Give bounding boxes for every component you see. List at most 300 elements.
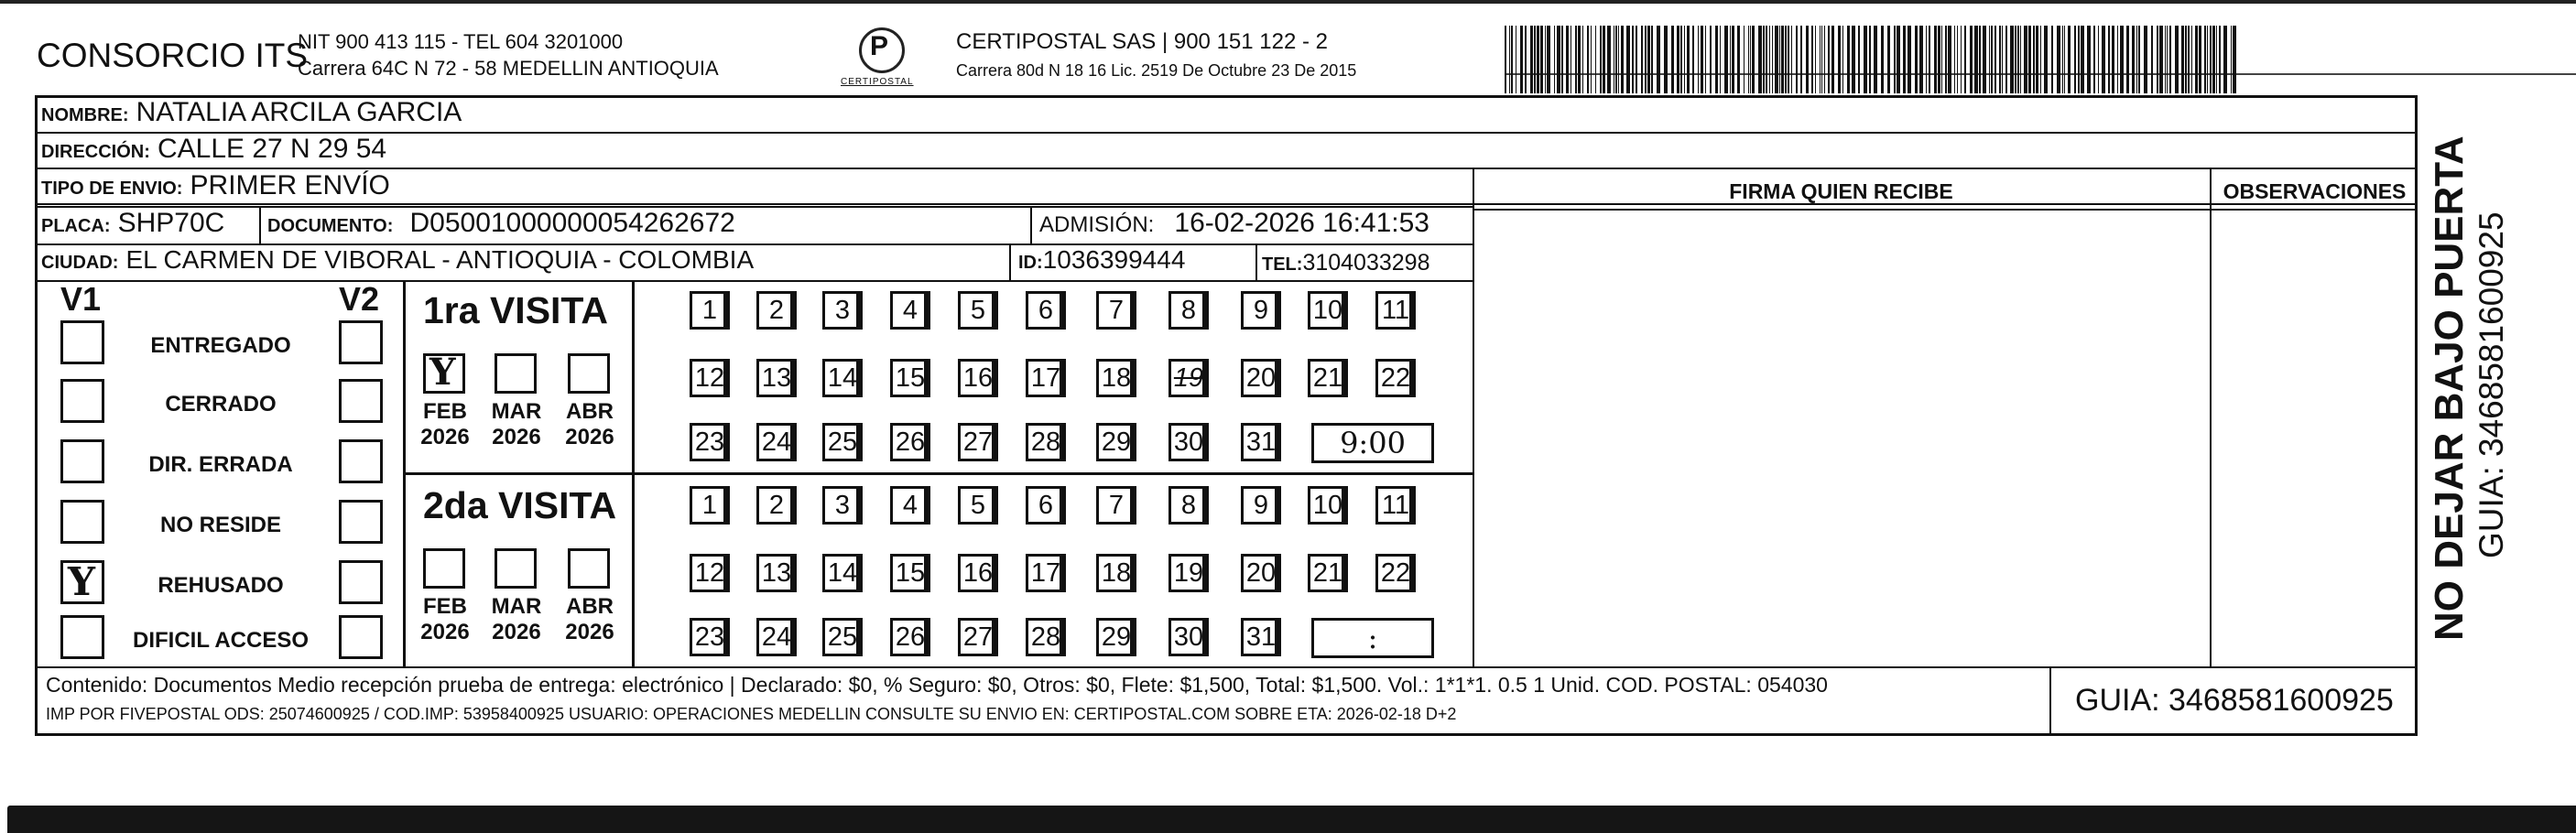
shipment-type-row <box>41 170 390 201</box>
day-14-box[interactable] <box>822 359 863 397</box>
day-30-box[interactable] <box>1168 423 1209 461</box>
day-number: 29 <box>1101 427 1132 457</box>
day-21-box[interactable] <box>1308 359 1348 397</box>
plate-value: SHP70C <box>117 208 225 238</box>
barcode-bar <box>1750 26 1751 93</box>
barcode-bar <box>1775 26 1778 93</box>
day-20-box[interactable] <box>1241 554 1281 592</box>
day-number: 31 <box>1245 622 1277 652</box>
tel-value: 3104033298 <box>1302 250 1430 276</box>
v2-checkbox[interactable] <box>339 560 383 604</box>
day-number: 13 <box>761 362 792 393</box>
day-10-box[interactable] <box>1308 486 1348 525</box>
barcode-bar <box>1941 26 1942 93</box>
barcode-bar <box>2064 26 2065 93</box>
day-number: 22 <box>1380 362 1411 393</box>
day-5-box[interactable] <box>958 291 998 330</box>
barcode-bar <box>1781 26 1784 93</box>
col-rule <box>632 280 635 666</box>
barcode-bar <box>1737 26 1740 93</box>
barcode-bar <box>1934 26 1937 93</box>
barcode-bar <box>2195 26 2198 93</box>
admision-label: ADMISIÓN: <box>1039 212 1155 237</box>
day-17-box[interactable] <box>1026 554 1066 592</box>
day-25-box[interactable] <box>822 423 863 461</box>
observations-header: OBSERVACIONES <box>2223 179 2407 203</box>
day-number: 10 <box>1312 490 1343 520</box>
barcode-bar <box>1701 26 1703 93</box>
month-year: 2026 <box>492 620 541 644</box>
month-label <box>560 594 619 645</box>
barcode-bar <box>1847 26 1850 93</box>
day-number: 19 <box>1173 362 1204 393</box>
address-row <box>41 134 386 165</box>
day-number: 23 <box>694 622 725 652</box>
v1-checkbox[interactable] <box>60 379 104 423</box>
day-21-box[interactable] <box>1308 554 1348 592</box>
barcode-bar <box>1994 26 1996 93</box>
barcode-bar <box>1505 26 1506 93</box>
barcode-bar <box>1999 26 2001 93</box>
barcode-bar <box>1824 26 1825 93</box>
month-checkbox[interactable] <box>495 353 537 394</box>
visit-title: 2da VISITA <box>423 484 617 526</box>
day-29-box[interactable] <box>1096 618 1136 656</box>
day-9-box[interactable] <box>1241 291 1281 330</box>
month-checkbox[interactable] <box>568 548 610 589</box>
barcode-bar <box>2151 26 2153 93</box>
barcode-bar <box>1664 26 1668 93</box>
barcode-bar <box>2098 26 2099 93</box>
day-11-box[interactable] <box>1375 486 1416 525</box>
month-label <box>416 594 474 645</box>
side-tracking: GUIA: 3468581600925 <box>2473 211 2510 558</box>
day-31-box[interactable] <box>1241 618 1281 656</box>
documento-label: DOCUMENTO: <box>267 216 394 236</box>
barcode-bar <box>1575 26 1577 93</box>
barcode-bar <box>2068 26 2071 93</box>
day-7-box[interactable] <box>1096 486 1136 525</box>
barcode-bar <box>1864 26 1867 93</box>
day-number: 27 <box>962 427 994 457</box>
barcode-bar <box>1954 26 1955 93</box>
top-edge-line <box>0 0 2576 4</box>
city-value: EL CARMEN DE VIBORAL - ANTIOQUIA - COLOMBIA <box>125 245 755 274</box>
tipo-label: TIPO DE ENVIO: <box>41 178 183 199</box>
day-number: 19 <box>1173 557 1204 588</box>
day-number: 2 <box>768 295 785 325</box>
day-22-box[interactable] <box>1375 359 1416 397</box>
v2-checkbox[interactable] <box>339 615 383 659</box>
day-number: 5 <box>970 295 986 325</box>
barcode-bar <box>1724 26 1728 93</box>
barcode-bar <box>1582 26 1583 93</box>
barcode-bar <box>2078 26 2080 93</box>
barcode-bar <box>2165 26 2166 93</box>
barcode-bar <box>1621 26 1624 93</box>
month-name: MAR <box>491 594 542 619</box>
day-3-box[interactable] <box>822 486 863 525</box>
v2-checkbox[interactable] <box>339 320 383 364</box>
tel-label: TEL: <box>1262 254 1303 275</box>
barcode-bar <box>2062 26 2063 93</box>
barcode-bar <box>1651 26 1653 93</box>
col-rule <box>1255 243 1257 280</box>
barcode-bar <box>1945 26 1947 93</box>
barcode-bar <box>1811 26 1813 93</box>
recipient-name: NATALIA ARCILA GARCIA <box>136 97 462 127</box>
v1-checkbox[interactable] <box>60 320 104 364</box>
barcode-bar <box>2136 26 2137 93</box>
day-31-box[interactable] <box>1241 423 1281 461</box>
barcode-bar <box>1991 26 1993 93</box>
barcode-bar <box>1554 26 1555 93</box>
barcode-bar <box>1626 26 1630 93</box>
barcode-bar <box>1547 26 1550 93</box>
barcode-bar <box>1815 26 1816 93</box>
barcode-bar <box>2108 26 2110 93</box>
day-29-box[interactable] <box>1096 423 1136 461</box>
barcode-bar <box>1887 26 1890 93</box>
admission-cell <box>1039 208 1429 239</box>
placa-label: PLACA: <box>41 216 111 236</box>
barcode-bar <box>1677 26 1679 93</box>
col-rule <box>1009 243 1011 280</box>
day-3-box[interactable] <box>822 291 863 330</box>
day-8-box[interactable] <box>1168 486 1209 525</box>
day-28-box[interactable] <box>1026 423 1066 461</box>
barcode-bar <box>1511 26 1513 93</box>
plate-cell <box>41 208 224 239</box>
barcode-bar <box>1974 26 1978 93</box>
barcode-bar <box>2102 26 2105 93</box>
day-12-box[interactable] <box>690 554 730 592</box>
day-number: 9 <box>1253 490 1269 520</box>
barcode <box>1505 26 2246 93</box>
courier-address: Carrera 80d N 18 16 Lic. 2519 De Octubre 23 De 2015 <box>956 61 1357 80</box>
day-23-box[interactable] <box>690 423 730 461</box>
day-14-box[interactable] <box>822 554 863 592</box>
month-name: FEB <box>423 594 467 619</box>
month-name: FEB <box>423 399 467 424</box>
day-23-box[interactable] <box>690 618 730 656</box>
day-9-box[interactable] <box>1241 486 1281 525</box>
month-checkbox[interactable] <box>495 548 537 589</box>
day-number: 14 <box>827 557 858 588</box>
barcode-bar <box>2169 26 2171 93</box>
barcode-bar <box>1525 26 1527 93</box>
barcode-bar <box>2188 26 2190 93</box>
bottom-edge-bar <box>7 806 2576 833</box>
day-19-box[interactable] <box>1168 359 1209 397</box>
barcode-bar <box>2210 26 2212 93</box>
barcode-bar <box>1897 26 1900 93</box>
day-15-box[interactable] <box>890 359 930 397</box>
barcode-bar <box>1684 26 1685 93</box>
barcode-bar <box>2036 26 2038 93</box>
barcode-bar <box>1919 26 1923 93</box>
barcode-bar <box>1831 26 1834 93</box>
day-5-box[interactable] <box>958 486 998 525</box>
barcode-bar <box>1632 26 1634 93</box>
day-number: 20 <box>1245 557 1277 588</box>
barcode-bar <box>2144 26 2147 93</box>
barcode-bar <box>2112 26 2114 93</box>
day-12-box[interactable] <box>690 359 730 397</box>
barcode-bar <box>2005 26 2007 93</box>
barcode-bar <box>1537 26 1539 93</box>
barcode-bar <box>1730 26 1731 93</box>
barcode-bar <box>2159 26 2163 93</box>
day-16-box[interactable] <box>958 359 998 397</box>
day-number: 26 <box>895 622 926 652</box>
barcode-bar <box>2185 26 2187 93</box>
barcode-bar <box>2216 26 2217 93</box>
shipment-type: PRIMER ENVÍO <box>190 170 390 200</box>
v1-check-mark: Y <box>68 559 95 604</box>
ciudad-label: CIUDAD: <box>41 253 119 273</box>
month-name: ABR <box>566 399 614 424</box>
month-checkbox[interactable] <box>423 353 465 394</box>
barcode-bar <box>1647 26 1650 93</box>
day-number: 8 <box>1180 490 1197 520</box>
barcode-bar <box>1869 26 1871 93</box>
barcode-bar <box>1785 26 1787 93</box>
barcode-bar <box>1732 26 1734 93</box>
day-19-box[interactable] <box>1168 554 1209 592</box>
barcode-bar <box>1671 26 1674 93</box>
day-8-box[interactable] <box>1168 291 1209 330</box>
v2-checkbox[interactable] <box>339 500 383 544</box>
col-rule <box>2210 168 2212 666</box>
barcode-bar <box>1796 26 1798 93</box>
day-10-box[interactable] <box>1308 291 1348 330</box>
month-name: MAR <box>491 399 542 424</box>
barcode-bar <box>2117 26 2118 93</box>
barcode-bar <box>1720 26 1721 93</box>
barcode-bar <box>1989 26 1990 93</box>
day-22-box[interactable] <box>1375 554 1416 592</box>
visit-time-box[interactable]: : <box>1311 618 1434 658</box>
city-cell <box>41 245 754 276</box>
company-address: Carrera 64C N 72 - 58 MEDELLIN ANTIOQUIA <box>298 57 719 80</box>
barcode-bar <box>1758 26 1762 93</box>
v1-checkbox[interactable] <box>60 439 104 483</box>
day-4-box[interactable] <box>890 291 930 330</box>
barcode-bar <box>1748 26 1749 93</box>
barcode-bar <box>1752 26 1755 93</box>
day-11-box[interactable] <box>1375 291 1416 330</box>
barcode-bar <box>1641 26 1643 93</box>
barcode-bar <box>1903 26 1906 93</box>
day-number: 4 <box>902 490 918 520</box>
barcode-bar <box>2233 26 2236 93</box>
barcode-bar <box>2207 26 2208 93</box>
day-20-box[interactable] <box>1241 359 1281 397</box>
barcode-bar <box>1578 26 1581 93</box>
row-rule <box>35 280 1473 282</box>
barcode-bar <box>2231 26 2232 93</box>
month-year: 2026 <box>565 620 614 644</box>
day-number: 26 <box>895 427 926 457</box>
v2-checkbox[interactable] <box>339 439 383 483</box>
day-number: 28 <box>1030 427 1061 457</box>
day-number: 21 <box>1312 362 1343 393</box>
day-30-box[interactable] <box>1168 618 1209 656</box>
barcode-bar <box>1540 26 1543 93</box>
col-rule <box>1473 168 1474 666</box>
tracking-number: GUIA: 3468581600925 <box>2075 683 2394 718</box>
visit-divider <box>403 472 1473 475</box>
col-rule <box>259 206 261 243</box>
barcode-bar <box>2024 26 2027 93</box>
barcode-bar <box>1595 26 1596 93</box>
month-checkbox[interactable] <box>568 353 610 394</box>
v1-checkbox[interactable] <box>60 615 104 659</box>
barcode-bar <box>2204 26 2206 93</box>
direccion-label: DIRECCIÓN: <box>41 142 150 162</box>
month-label <box>560 399 619 450</box>
v1-header: V1 <box>60 280 102 318</box>
barcode-bar <box>1520 26 1523 93</box>
day-28-box[interactable] <box>1026 618 1066 656</box>
barcode-bar <box>1534 26 1536 93</box>
day-number: 22 <box>1380 557 1411 588</box>
barcode-bar <box>1710 26 1712 93</box>
barcode-bar <box>1772 26 1773 93</box>
barcode-bar <box>2219 26 2221 93</box>
day-number: 23 <box>694 427 725 457</box>
barcode-bar <box>1600 26 1602 93</box>
day-1-box[interactable] <box>690 291 730 330</box>
day-2-box[interactable] <box>756 486 797 525</box>
barcode-bar <box>1961 26 1962 93</box>
day-4-box[interactable] <box>890 486 930 525</box>
barcode-bar <box>1769 26 1770 93</box>
month-checkbox[interactable] <box>423 548 465 589</box>
barcode-bar <box>2051 26 2053 93</box>
day-24-box[interactable] <box>756 423 797 461</box>
day-number: 18 <box>1101 362 1132 393</box>
day-number: 1 <box>701 295 718 325</box>
side-warning: NO DEJAR BAJO PUERTA <box>2427 135 2472 641</box>
day-7-box[interactable] <box>1096 291 1136 330</box>
barcode-bar <box>1766 26 1767 93</box>
day-number: 16 <box>962 362 994 393</box>
logo-letter: P <box>870 31 889 61</box>
day-24-box[interactable] <box>756 618 797 656</box>
barcode-bar <box>1948 26 1951 93</box>
day-2-box[interactable] <box>756 291 797 330</box>
barcode-bar <box>1821 26 1822 93</box>
barcode-bar <box>1545 26 1546 93</box>
barcode-bar <box>1607 26 1611 93</box>
barcode-bar <box>1820 26 1821 93</box>
barcode-bar <box>2020 26 2021 93</box>
id-cell <box>1018 245 1185 276</box>
day-number: 5 <box>970 490 986 520</box>
barcode-bar <box>1852 26 1855 93</box>
barcode-bar <box>2040 26 2041 93</box>
day-number: 4 <box>902 295 918 325</box>
day-26-box[interactable] <box>890 618 930 656</box>
day-15-box[interactable] <box>890 554 930 592</box>
day-number: 27 <box>962 622 994 652</box>
row-rule <box>1473 209 2418 211</box>
v1-checkbox[interactable] <box>60 500 104 544</box>
print-info: IMP POR FIVEPOSTAL ODS: 25074600925 / COD.IMP: 53958400925 USUARIO: OPERACIONES MEDELLIN CONSULTE SU ENVIO EN: CERTIPOSTAL.COM SOBRE ETA: 2026-02-18 D+2 <box>46 705 1457 723</box>
day-18-box[interactable] <box>1096 554 1136 592</box>
barcode-bar <box>2223 26 2227 93</box>
barcode-bar <box>2191 26 2192 93</box>
day-number: 15 <box>895 557 926 588</box>
month-label <box>487 399 546 450</box>
visit-time-box[interactable]: 9:00 <box>1311 423 1434 463</box>
day-number: 10 <box>1312 295 1343 325</box>
barcode-bar <box>1908 26 1911 93</box>
month-label <box>487 594 546 645</box>
day-number: 8 <box>1180 295 1197 325</box>
day-number: 30 <box>1173 427 1204 457</box>
barcode-bar <box>1687 26 1690 93</box>
day-27-box[interactable] <box>958 618 998 656</box>
v2-checkbox[interactable] <box>339 379 383 423</box>
barcode-bar <box>1509 26 1510 93</box>
month-year: 2026 <box>420 425 470 449</box>
day-number: 30 <box>1173 622 1204 652</box>
day-27-box[interactable] <box>958 423 998 461</box>
barcode-bar <box>2126 26 2129 93</box>
day-26-box[interactable] <box>890 423 930 461</box>
day-number: 3 <box>834 295 851 325</box>
day-number: 25 <box>827 427 858 457</box>
barcode-bar <box>2010 26 2014 93</box>
day-16-box[interactable] <box>958 554 998 592</box>
day-13-box[interactable] <box>756 554 797 592</box>
day-number: 24 <box>761 622 792 652</box>
month-year: 2026 <box>420 620 470 644</box>
visit-title: 1ra VISITA <box>423 289 609 331</box>
status-label-4: NO RESIDE <box>159 513 282 537</box>
day-25-box[interactable] <box>822 618 863 656</box>
signature-header: FIRMA QUIEN RECIBE <box>1729 179 1953 203</box>
barcode-bar <box>2002 26 2003 93</box>
day-6-box[interactable] <box>1026 291 1066 330</box>
day-number: 14 <box>827 362 858 393</box>
day-number: 29 <box>1101 622 1132 652</box>
barcode-bar <box>1874 26 1877 93</box>
status-label-6: DIFICIL ACCESO <box>132 628 309 653</box>
day-number: 11 <box>1381 490 1410 520</box>
barcode-bar <box>2093 26 2095 93</box>
barcode-bar <box>1680 26 1682 93</box>
day-18-box[interactable] <box>1096 359 1136 397</box>
barcode-bar <box>1983 26 1986 93</box>
barcode-bar <box>2057 26 2060 93</box>
day-6-box[interactable] <box>1026 486 1066 525</box>
barcode-bar <box>2157 26 2158 93</box>
day-number: 12 <box>694 362 725 393</box>
day-13-box[interactable] <box>756 359 797 397</box>
barcode-bar <box>1881 26 1884 93</box>
day-17-box[interactable] <box>1026 359 1066 397</box>
day-1-box[interactable] <box>690 486 730 525</box>
barcode-bar <box>1842 26 1843 93</box>
status-label-2: CERRADO <box>165 392 277 416</box>
v1-checkbox[interactable] <box>60 560 104 604</box>
barcode-bar <box>1806 26 1809 93</box>
barcode-bar <box>1744 26 1745 93</box>
